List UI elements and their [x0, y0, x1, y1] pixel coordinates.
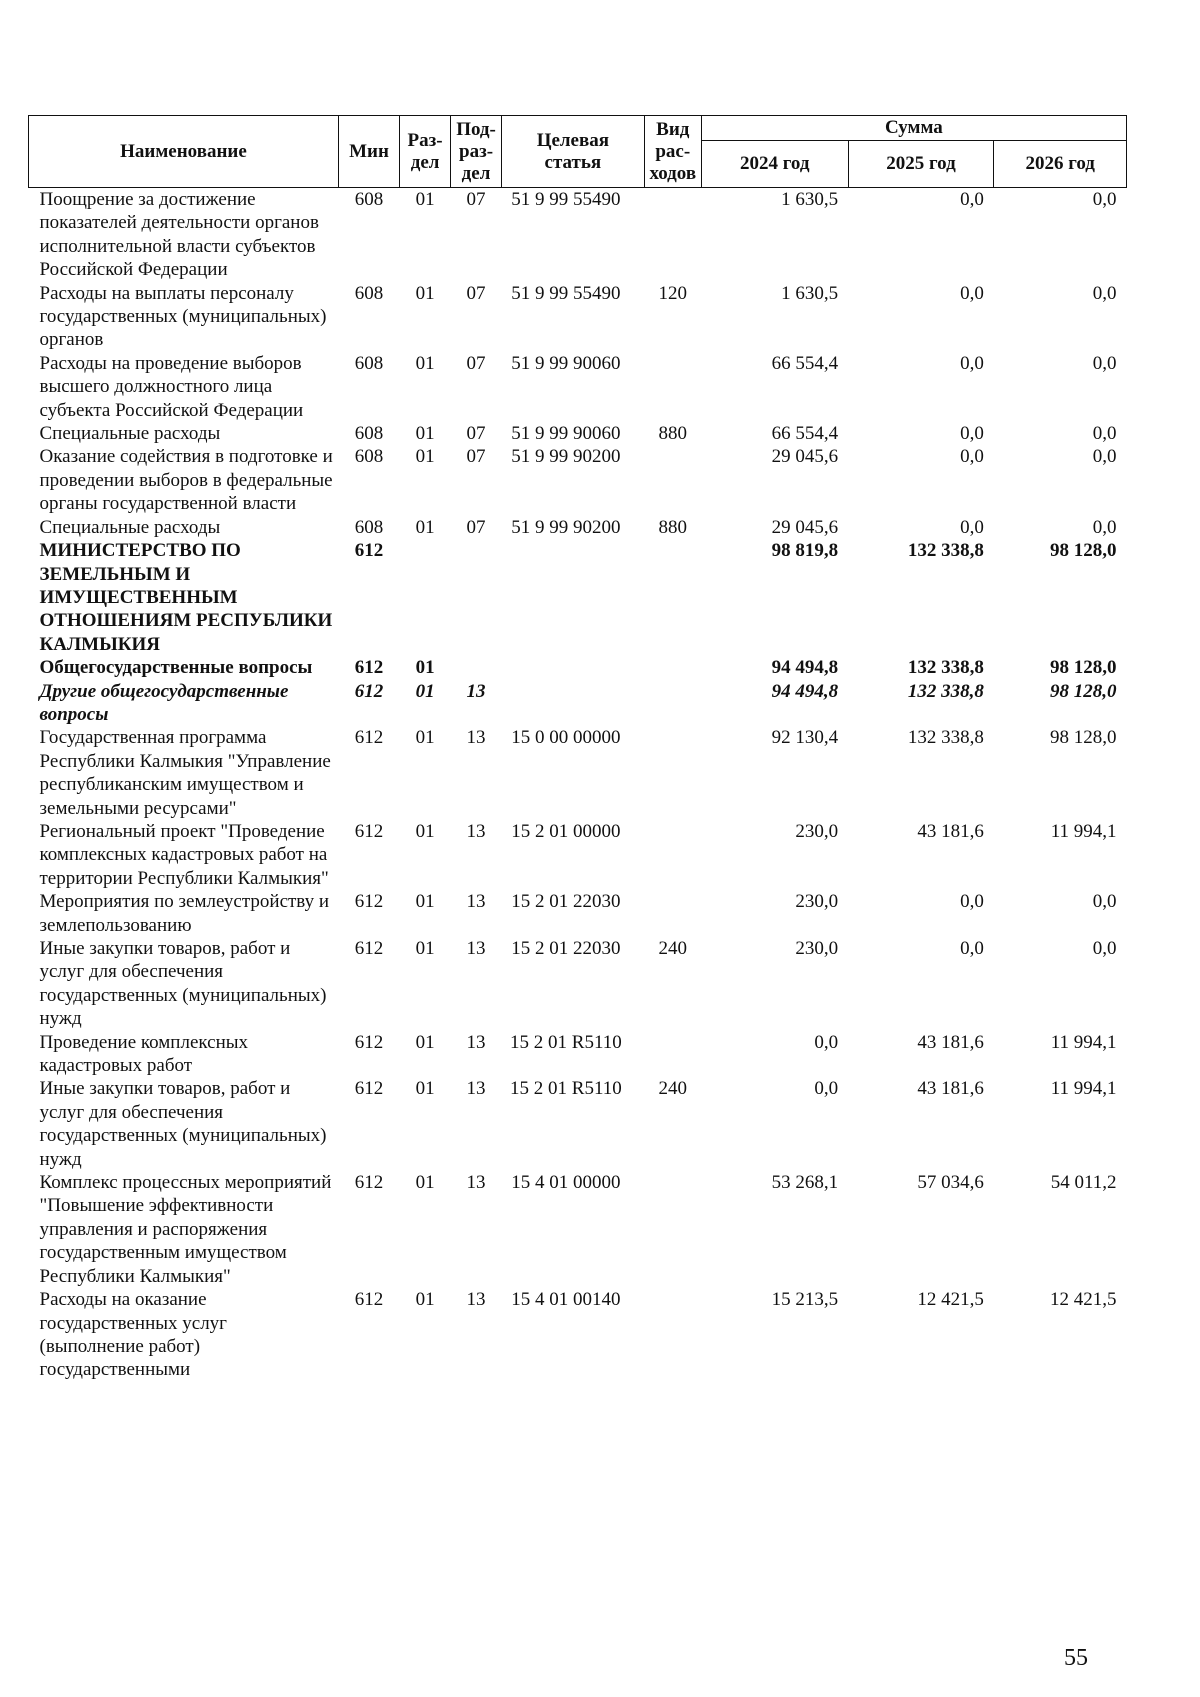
- row-vid-raskhodov: [644, 1288, 701, 1382]
- row-name: Расходы на выплаты персоналу государственных (муниципальных) органов: [39, 282, 327, 351]
- header-vid-raskhodov: Вид рас- ходов: [644, 116, 701, 188]
- row-min: 608: [354, 352, 384, 374]
- row-tselevaya-statya: 15 4 01 00140: [511, 1289, 621, 1311]
- table-row: [29, 1171, 1127, 1288]
- row-razdel: 01: [415, 680, 435, 702]
- row-podrazdel: 07: [466, 282, 486, 304]
- row-tselevaya-statya: [502, 539, 645, 656]
- row-sum-2026: 11 994,1: [1050, 820, 1117, 842]
- row-podrazdel: 07: [466, 516, 486, 538]
- row-tselevaya-statya: 51 9 99 90200: [511, 446, 621, 468]
- row-sum-2025: 12 421,5: [917, 1289, 984, 1311]
- header-podrazdel: Под- раз- дел: [451, 116, 502, 188]
- row-sum-2026: 0,0: [1092, 282, 1117, 304]
- row-razdel: 01: [415, 282, 435, 304]
- row-sum-2024: 0,0: [814, 1078, 839, 1100]
- header-summa: Сумма: [701, 116, 1126, 141]
- row-vid-raskhodov: [644, 726, 701, 820]
- row-tselevaya-statya: 15 0 00 00000: [511, 727, 621, 749]
- row-name: Расходы на оказание государственных услуг (выполнение работ) государственными: [39, 1289, 227, 1381]
- row-tselevaya-statya: [502, 680, 645, 727]
- row-tselevaya-statya: 51 9 99 55490: [511, 189, 621, 210]
- row-sum-2026: 0,0: [1092, 423, 1117, 445]
- row-tselevaya-statya: 15 2 01 00000: [511, 820, 621, 842]
- row-name: Государственная программа Республики Калмыкия "Управление республиканским имуществом и земельными ресурсами": [39, 727, 331, 819]
- table-row: [29, 1031, 1127, 1078]
- row-sum-2026: 98 128,0: [1050, 680, 1117, 702]
- table-row: [29, 726, 1127, 820]
- header-tselevaya-statya: Целевая статья: [502, 116, 645, 188]
- row-razdel: 01: [415, 352, 435, 374]
- table-row: [29, 1077, 1127, 1171]
- row-razdel: 01: [415, 1078, 435, 1100]
- row-podrazdel: 13: [466, 938, 486, 959]
- row-razdel: 01: [415, 446, 435, 468]
- row-sum-2026: 0,0: [1092, 516, 1117, 538]
- row-sum-2024: 92 130,4: [771, 727, 839, 749]
- header-year-2026: 2026 год: [994, 141, 1127, 188]
- row-name: Общегосударственные вопросы: [39, 657, 313, 679]
- row-podrazdel: 13: [466, 1078, 486, 1100]
- row-name: Иные закупки товаров, работ и услуг для обеспечения государственных (муниципальных) нужд: [39, 1078, 327, 1170]
- row-razdel: 01: [415, 938, 435, 959]
- page-number: 55: [1064, 1645, 1088, 1671]
- row-sum-2025: 132 338,8: [907, 727, 984, 749]
- row-razdel: 01: [415, 423, 435, 445]
- table-header: [29, 116, 1127, 188]
- row-vid-raskhodov: [644, 352, 701, 422]
- row-podrazdel: [451, 656, 502, 679]
- row-podrazdel: 13: [466, 820, 486, 842]
- row-sum-2024: 0,0: [814, 1031, 839, 1053]
- row-min: 612: [354, 1289, 384, 1311]
- row-min: 612: [354, 1172, 384, 1194]
- row-vid-raskhodov: [644, 445, 701, 515]
- table-row: [29, 188, 1127, 282]
- row-sum-2026: 98 128,0: [1050, 727, 1117, 749]
- row-razdel: 01: [415, 657, 435, 679]
- row-sum-2026: 11 994,1: [1050, 1078, 1117, 1100]
- row-podrazdel: 13: [466, 1172, 486, 1194]
- row-tselevaya-statya: 15 2 01 R5110: [510, 1078, 622, 1100]
- row-podrazdel: 13: [466, 680, 486, 702]
- row-sum-2024: 1 630,5: [781, 282, 839, 304]
- row-sum-2026: 98 128,0: [1050, 657, 1117, 679]
- row-min: 612: [354, 727, 384, 749]
- row-vid-raskhodov: [644, 656, 701, 679]
- row-vid-raskhodov: [644, 188, 701, 282]
- table-body: [29, 188, 1127, 1382]
- row-sum-2026: 0,0: [1092, 891, 1117, 913]
- row-sum-2026: 0,0: [1092, 189, 1117, 210]
- row-name: Оказание содействия в подготовке и проведении выборов в федеральные органы государственной власти: [39, 446, 333, 515]
- row-razdel: 01: [415, 1289, 435, 1311]
- row-sum-2025: 132 338,8: [907, 680, 984, 702]
- row-razdel: 01: [415, 820, 435, 842]
- table-row: [29, 937, 1127, 1031]
- row-name: Специальные расходы: [39, 423, 221, 445]
- row-tselevaya-statya: 51 9 99 90060: [511, 352, 621, 374]
- row-name: Поощрение за достижение показателей деятельности органов исполнительной власти субъектов Российской Федерации: [39, 189, 319, 281]
- row-name: Иные закупки товаров, работ и услуг для обеспечения государственных (муниципальных) нужд: [39, 938, 327, 1030]
- budget-table: [28, 115, 1127, 1382]
- row-razdel: 01: [415, 189, 435, 210]
- row-min: 612: [354, 820, 384, 842]
- row-podrazdel: 13: [466, 891, 486, 913]
- row-podrazdel: [451, 539, 502, 656]
- row-name: МИНИСТЕРСТВО ПО ЗЕМЕЛЬНЫМ И ИМУЩЕСТВЕННЫМ ОТНОШЕНИЯМ РЕСПУБЛИКИ КАЛМЫКИЯ: [39, 540, 333, 655]
- row-podrazdel: 07: [466, 352, 486, 374]
- table-row: [29, 282, 1127, 352]
- row-sum-2025: 0,0: [960, 891, 984, 913]
- row-sum-2024: 94 494,8: [771, 657, 839, 679]
- row-min: 612: [354, 1078, 384, 1100]
- row-name: Специальные расходы: [39, 516, 221, 538]
- row-vid-raskhodov: 240: [658, 938, 688, 959]
- row-tselevaya-statya: 15 4 01 00000: [511, 1172, 621, 1194]
- row-tselevaya-statya: 15 2 01 22030: [511, 891, 621, 913]
- row-min: 612: [354, 1031, 384, 1053]
- row-tselevaya-statya: 51 9 99 90060: [511, 423, 621, 445]
- row-razdel: [400, 539, 451, 656]
- header-name: Наименование: [29, 116, 339, 188]
- table-row: [29, 539, 1127, 656]
- row-razdel: 01: [415, 727, 435, 749]
- row-sum-2024: 230,0: [795, 938, 839, 959]
- header-year-2025: 2025 год: [848, 141, 994, 188]
- row-podrazdel: 13: [466, 1289, 486, 1311]
- row-vid-raskhodov: [644, 680, 701, 727]
- row-sum-2026: 98 128,0: [1050, 540, 1117, 562]
- row-vid-raskhodov: 880: [658, 423, 688, 445]
- row-name: Региональный проект "Проведение комплексных кадастровых работ на территории Республики Калмыкия": [39, 820, 329, 889]
- row-name: Другие общегосударственные вопросы: [39, 680, 289, 725]
- row-min: 612: [354, 891, 384, 913]
- row-sum-2026: 12 421,5: [1050, 1289, 1117, 1311]
- row-sum-2025: 0,0: [960, 352, 984, 374]
- row-vid-raskhodov: [644, 820, 701, 890]
- row-sum-2026: 54 011,2: [1050, 1172, 1117, 1194]
- table-row: [29, 422, 1127, 445]
- header-min: Мин: [338, 116, 399, 188]
- table-row: [29, 1288, 1127, 1382]
- table-row: [29, 680, 1127, 727]
- row-sum-2025: 43 181,6: [917, 1078, 984, 1100]
- row-name: Мероприятия по землеустройству и землепользованию: [39, 891, 330, 936]
- row-vid-raskhodov: [644, 1031, 701, 1078]
- row-name: Расходы на проведение выборов высшего должностного лица субъекта Российской Федерации: [39, 352, 304, 421]
- row-sum-2025: 0,0: [960, 423, 984, 445]
- row-sum-2025: 43 181,6: [917, 1031, 984, 1053]
- table-row: [29, 656, 1127, 679]
- header-year-2024: 2024 год: [701, 141, 848, 188]
- row-sum-2024: 29 045,6: [771, 516, 839, 538]
- row-sum-2025: 0,0: [960, 446, 984, 468]
- row-sum-2025: 132 338,8: [907, 657, 984, 679]
- row-razdel: 01: [415, 516, 435, 538]
- row-min: 612: [354, 540, 384, 562]
- table-row: [29, 516, 1127, 539]
- row-sum-2024: 15 213,5: [771, 1289, 839, 1311]
- row-sum-2025: 0,0: [960, 189, 984, 210]
- row-podrazdel: 07: [466, 423, 486, 445]
- row-sum-2024: 66 554,4: [771, 352, 839, 374]
- row-min: 612: [354, 938, 384, 959]
- row-min: 608: [354, 516, 384, 538]
- row-razdel: 01: [415, 1172, 435, 1194]
- row-sum-2024: 230,0: [795, 891, 839, 913]
- row-vid-raskhodov: [644, 890, 701, 937]
- row-min: 608: [354, 423, 384, 445]
- row-podrazdel: 13: [466, 727, 486, 749]
- row-min: 608: [354, 189, 384, 210]
- row-podrazdel: 13: [466, 1031, 486, 1053]
- row-razdel: 01: [415, 891, 435, 913]
- row-name: Комплекс процессных мероприятий "Повышение эффективности управления и распоряжения государственным имуществом Республики Калмыкия": [39, 1172, 332, 1287]
- row-sum-2024: 94 494,8: [771, 680, 839, 702]
- row-sum-2024: 98 819,8: [771, 540, 839, 562]
- header-razdel: Раз- дел: [400, 116, 451, 188]
- row-vid-raskhodov: 880: [658, 516, 688, 538]
- row-sum-2024: 1 630,5: [781, 189, 839, 210]
- row-sum-2025: 0,0: [960, 282, 984, 304]
- row-sum-2024: 230,0: [795, 820, 839, 842]
- row-tselevaya-statya: 51 9 99 55490: [511, 282, 621, 304]
- row-min: 612: [354, 657, 384, 679]
- row-sum-2026: 0,0: [1092, 352, 1117, 374]
- row-sum-2024: 53 268,1: [771, 1172, 839, 1194]
- row-tselevaya-statya: 15 2 01 R5110: [510, 1031, 622, 1053]
- row-sum-2026: 0,0: [1092, 446, 1117, 468]
- row-podrazdel: 07: [466, 446, 486, 468]
- row-name: Проведение комплексных кадастровых работ: [39, 1031, 249, 1077]
- row-sum-2025: 132 338,8: [907, 540, 984, 562]
- table-row: [29, 352, 1127, 422]
- row-sum-2025: 43 181,6: [917, 820, 984, 842]
- row-sum-2024: 29 045,6: [771, 446, 839, 468]
- row-sum-2026: 11 994,1: [1050, 1031, 1117, 1053]
- row-min: 608: [354, 282, 384, 304]
- row-vid-raskhodov: 120: [658, 282, 688, 304]
- row-podrazdel: 07: [466, 189, 486, 210]
- row-sum-2026: 0,0: [1092, 938, 1117, 959]
- row-sum-2025: 0,0: [960, 516, 984, 538]
- row-min: 608: [354, 446, 384, 468]
- row-tselevaya-statya: 51 9 99 90200: [511, 516, 621, 538]
- table-row: [29, 445, 1127, 515]
- row-tselevaya-statya: 15 2 01 22030: [511, 938, 621, 959]
- row-vid-raskhodov: [644, 1171, 701, 1288]
- row-vid-raskhodov: 240: [658, 1078, 688, 1100]
- row-min: 612: [354, 680, 384, 702]
- row-sum-2025: 0,0: [960, 938, 984, 959]
- row-vid-raskhodov: [644, 539, 701, 656]
- table-row: [29, 820, 1127, 890]
- row-razdel: 01: [415, 1031, 435, 1053]
- table-row: [29, 890, 1127, 937]
- row-sum-2025: 57 034,6: [917, 1172, 984, 1194]
- row-sum-2024: 66 554,4: [771, 423, 839, 445]
- row-tselevaya-statya: [502, 656, 645, 679]
